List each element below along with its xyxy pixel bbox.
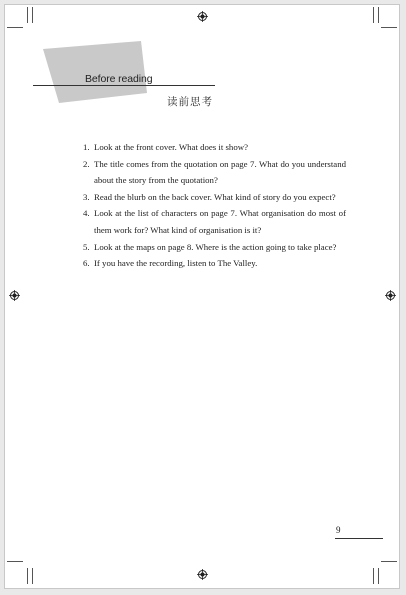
section-title-zh: 读前思考 (167, 96, 213, 108)
document-page (4, 4, 400, 589)
item-text: Look at the list of characters on page 7. What organisation do most of them work for? What kind of organisation is it? (94, 208, 346, 235)
item-text: If you have the recording, listen to The Valley. (94, 258, 258, 269)
item-text: Look at the front cover. What does it show? (94, 142, 248, 152)
section-title-en: Before reading (85, 73, 153, 85)
crop-mark (32, 568, 33, 584)
crop-mark (381, 27, 397, 28)
registration-mark-icon (385, 290, 396, 301)
crop-mark (381, 561, 397, 562)
item-number: 6. (83, 258, 90, 269)
item-number: 1. (83, 142, 90, 152)
crop-mark (27, 568, 28, 584)
list-item (83, 139, 346, 156)
page-number: 9 (336, 525, 341, 535)
item-number: 5. (83, 241, 90, 252)
registration-mark-icon (197, 569, 208, 580)
item-number: 2. (83, 158, 90, 169)
item-number: 4. (83, 208, 90, 219)
header-decoration-shape (43, 41, 147, 103)
page-number-rule (335, 538, 383, 539)
crop-mark (378, 568, 379, 584)
item-number: 3. (83, 191, 90, 202)
registration-mark-icon (9, 290, 20, 301)
list-item (83, 255, 346, 272)
question-list (83, 139, 346, 272)
list-item (83, 205, 346, 238)
item-text: Look at the maps on page 8. Where is the action going to take place? (94, 241, 337, 252)
crop-mark (32, 7, 33, 23)
crop-mark (378, 7, 379, 23)
crop-mark (7, 561, 23, 562)
list-item (83, 156, 346, 189)
header-rule (33, 85, 215, 86)
crop-mark (7, 27, 23, 28)
item-text: The title comes from the quotation on page 7. What do you understand about the story from the quotation? (94, 158, 346, 186)
list-item (83, 189, 346, 206)
crop-mark (373, 568, 374, 584)
crop-mark (27, 7, 28, 23)
crop-mark (373, 7, 374, 23)
registration-mark-icon (197, 11, 208, 22)
list-item (83, 239, 346, 256)
item-text: Read the blurb on the back cover. What kind of story do you expect? (94, 191, 336, 202)
